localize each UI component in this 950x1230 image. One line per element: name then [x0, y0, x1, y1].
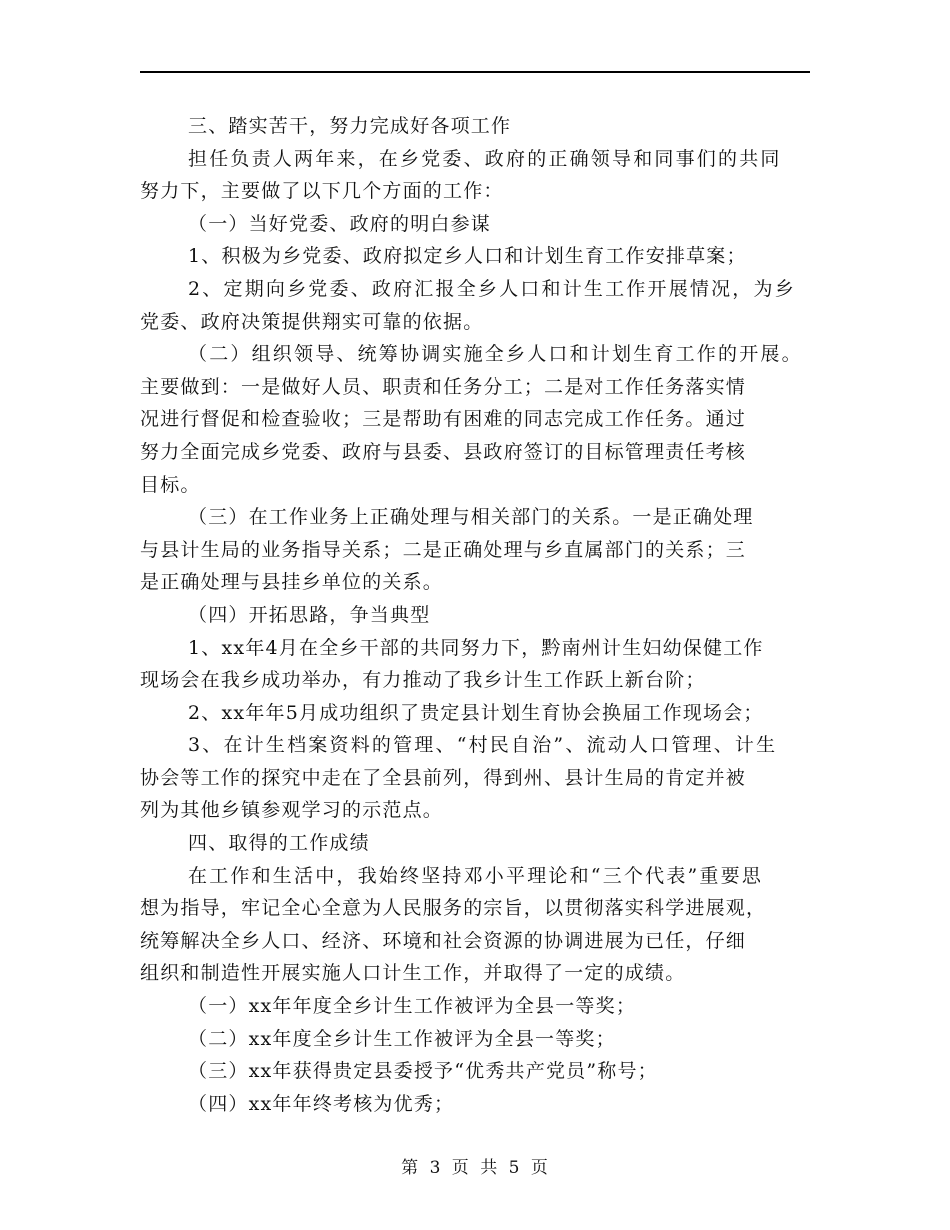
text-line: 况进行督促和检查验收；三是帮助有困难的同志完成工作任务。通过	[140, 408, 747, 431]
text-line: 在工作和生活中，我始终坚持邓小平理论和“三个代表”重要思	[188, 864, 764, 887]
text-line: 目标。	[140, 473, 201, 496]
text-line: 2、xx年年5月成功组织了贵定县计划生育协会换届工作现场会；	[188, 701, 764, 724]
text-line: 努力全面完成乡党委、政府与县委、县政府签订的目标管理责任考核	[140, 440, 747, 463]
document-body	[140, 110, 810, 1120]
text-line: 组织和制造性开展实施人口计生工作，并取得了一定的成绩。	[140, 962, 686, 985]
text-line: 1、积极为乡党委、政府拟定乡人口和计划生育工作安排草案；	[188, 245, 747, 268]
text-line: 协会等工作的探究中走在了全县前列，得到州、县计生局的肯定并被	[140, 766, 747, 789]
text-line: 现场会在我乡成功举办，有力推动了我乡计生工作跃上新台阶；	[140, 669, 706, 692]
text-line: 四、取得的工作成绩	[188, 832, 370, 855]
text-line: 担任负责人两年来，在乡党委、政府的正确领导和同事们的共同	[188, 147, 782, 170]
text-line: 是正确处理与县挂乡单位的关系。	[140, 571, 444, 594]
text-line: （四）xx年年终考核为优秀；	[188, 1092, 455, 1115]
text-line: （三）在工作业务上正确处理与相关部门的关系。一是正确处理	[188, 506, 754, 529]
text-line: 党委、政府决策提供翔实可靠的依据。	[140, 310, 484, 333]
text-line: （四）开拓思路，争当典型	[188, 603, 431, 626]
text-line: （一）当好党委、政府的明白参谋	[188, 212, 492, 235]
text-line: （二）组织领导、统筹协调实施全乡人口和计划生育工作的开展。	[188, 343, 803, 366]
text-line: 主要做到：一是做好人员、职责和任务分工；二是对工作任务落实情	[140, 375, 747, 398]
text-line: 统筹解决全乡人口、经济、环境和社会资源的协调进展为已任，仔细	[140, 929, 747, 952]
text-line: 三、踏实苦干，努力完成好各项工作	[188, 115, 512, 137]
text-line: 3、在计生档案资料的管理、“村民自治”、流动人口管理、计生	[188, 734, 778, 757]
text-line: 想为指导，牢记全心全意为人民服务的宗旨，以贯彻落实科学进展观，	[140, 897, 767, 920]
text-line: 2、定期向乡党委、政府汇报全乡人口和计生工作开展情况，为乡	[188, 277, 796, 300]
text-line: 1、xx年4月在全乡干部的共同努力下，黔南州计生妇幼保健工作	[188, 636, 764, 659]
page-number-footer: 第 3 页 共 5 页	[401, 1158, 549, 1178]
text-line: （一）xx年年度全乡计生工作被评为全县一等奖；	[188, 995, 637, 1018]
header-rule	[140, 71, 810, 73]
text-line: （三）xx年获得贵定县委授予“优秀共产党员”称号；	[188, 1060, 658, 1083]
text-line: 与县计生局的业务指导关系；二是正确处理与乡直属部门的关系；三	[140, 538, 747, 561]
text-line: 努力下，主要做了以下几个方面的工作：	[140, 180, 504, 203]
text-line: 列为其他乡镇参观学习的示范点。	[140, 799, 444, 822]
text-line: （二）xx年度全乡计生工作被评为全县一等奖；	[188, 1027, 616, 1050]
